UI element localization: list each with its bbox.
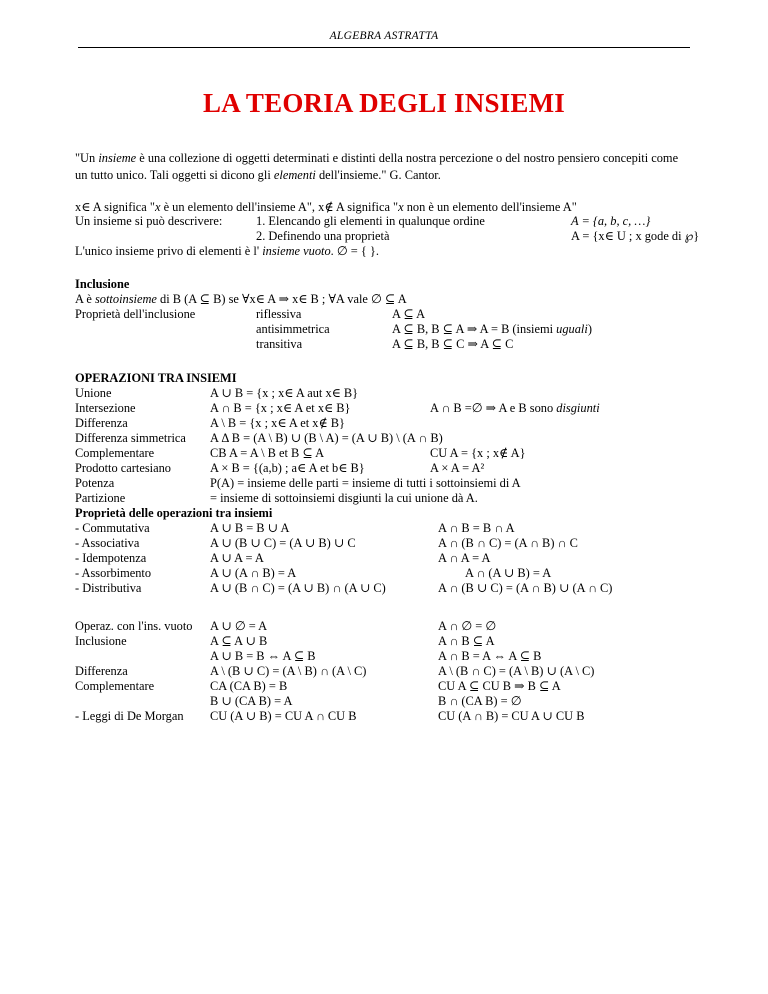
rule-label: Operaz. con l'ins. vuoto: [75, 619, 193, 633]
quote-text: è una collezione di oggetti determinati e distinti della nostra percezione o del nostro pensiero concepiti come un tutto unico. Tali oggetti si dicono gli: [75, 151, 679, 182]
property-union: A ∪ (A ∩ B) = A: [210, 566, 297, 580]
page-title: LA TEORIA DEGLI INSIEMI: [203, 88, 565, 118]
prop-formula: A ⊆ B, B ⊆ C ⇒ A ⊆ C: [392, 337, 514, 351]
property-intersection: A ∩ B = B ∩ A: [438, 521, 515, 535]
rule-right: A \ (B ∩ C) = (A \ B) ∪ (A \ C): [438, 664, 595, 678]
prop-formula: A ⊆ A: [392, 307, 426, 321]
property-intersection: A ∩ A = A: [438, 551, 491, 565]
rule-left: B ∪ (CA B) = A: [210, 694, 293, 708]
rule-label: Complementare: [75, 679, 155, 693]
operation-formula: P(A) = insieme delle parti = insieme di tutti i sottoinsiemi di A: [210, 476, 521, 490]
rule-left: CU (A ∪ B) = CU A ∩ CU B: [210, 709, 357, 723]
prop-name: riflessiva: [256, 307, 302, 321]
rule-right: A ∩ ∅ = ∅: [438, 619, 497, 633]
operation-formula: A × B = {(a,b) ; a∈ A et b∈ B}: [210, 461, 365, 475]
property-union: A ∪ A = A: [210, 551, 264, 565]
operation-label: Unione: [75, 386, 112, 400]
quote-text: "Un: [75, 151, 99, 165]
running-header: ALGEBRA ASTRATTA: [329, 30, 439, 42]
operation-label: Partizione: [75, 491, 126, 505]
membership-definition: x∈ A significa "x è un elemento dell'insieme A", x∉ A significa "x non è un elemento dell'insieme A": [75, 200, 577, 214]
operation-formula: = insieme di sottoinsiemi disgiunti la cui unione dà A.: [210, 491, 478, 505]
operation-label: Differenza simmetrica: [75, 431, 186, 445]
rule-left: A ⊆ A ∪ B: [210, 634, 268, 648]
section-heading-operazioni: OPERAZIONI TRA INSIEMI: [75, 371, 237, 385]
prop-name: transitiva: [256, 337, 303, 351]
rule-right: B ∩ (CA B) = ∅: [438, 694, 522, 708]
describe-example-2: A = {x∈ U ; x gode di ℘}: [571, 229, 700, 243]
rule-right: CU (A ∩ B) = CU A ∪ CU B: [438, 709, 585, 723]
quote-text: dell'insieme." G. Cantor.: [315, 168, 441, 182]
operation-formula: A \ B = {x ; x∈ A et x∉ B}: [210, 416, 345, 430]
property-label: - Commutativa: [75, 521, 150, 535]
property-union: A ∪ (B ∪ C) = (A ∪ B) ∪ C: [210, 536, 356, 550]
operation-formula: A Δ B = (A \ B) ∪ (B \ A) = (A ∪ B) \ (A ∩ B): [210, 431, 443, 445]
rule-label: - Leggi di De Morgan: [75, 709, 184, 723]
subset-definition: A è sottoinsieme di B (A ⊆ B) se ∀x∈ A ⇒ x∈ B ; ∀A vale ∅ ⊆ A: [75, 292, 407, 306]
property-union: A ∪ B = B ∪ A: [210, 521, 290, 535]
operation-formula: A ∪ B = {x ; x∈ A aut x∈ B}: [210, 386, 359, 400]
property-label: - Associativa: [75, 536, 140, 550]
describe-example-1: A = {a, b, c, …}: [571, 214, 651, 228]
operation-label: Prodotto cartesiano: [75, 461, 172, 475]
rule-left: A \ (B ∪ C) = (A \ B) ∩ (A \ C): [210, 664, 367, 678]
operation-formula: A ∩ B = {x ; x∈ A et x∈ B}: [210, 401, 351, 415]
quote-term-insieme: insieme: [98, 151, 137, 165]
property-intersection: A ∩ (B ∩ C) = (A ∩ B) ∩ C: [438, 536, 578, 550]
prop-formula: A ⊆ B, B ⊆ A ⇒ A = B (insiemi uguali): [392, 322, 592, 336]
rule-right: A ∩ B ⊆ A: [438, 634, 495, 648]
property-union: A ∪ (B ∩ C) = (A ∪ B) ∩ (A ∪ C): [210, 581, 386, 595]
property-intersection: A ∩ (B ∪ C) = (A ∩ B) ∪ (A ∩ C): [438, 581, 613, 595]
operation-note: A × A = A²: [430, 461, 485, 475]
property-label: - Assorbimento: [75, 566, 152, 580]
operation-label: Potenza: [75, 476, 115, 490]
rule-left: A ∪ ∅ = A: [210, 619, 268, 633]
prop-name: antisimmetrica: [256, 322, 330, 336]
operation-label: Intersezione: [75, 401, 136, 415]
rule-left: A ∪ B = B ⇔ A ⊆ B: [210, 649, 316, 663]
rule-left: CA (CA B) = B: [210, 679, 288, 693]
rule-right: CU A ⊆ CU B ⇒ B ⊆ A: [438, 679, 561, 693]
rule-label: Inclusione: [75, 634, 127, 648]
property-intersection: A ∩ (A ∪ B) = A: [465, 566, 552, 580]
section-heading-proprieta: Proprietà delle operazioni tra insiemi: [75, 506, 273, 520]
header-rule: [78, 47, 690, 48]
operation-label: Differenza: [75, 416, 128, 430]
describe-label: Un insieme si può descrivere:: [75, 214, 223, 228]
rule-label: Differenza: [75, 664, 128, 678]
inclusion-props-label: Proprietà dell'inclusione: [75, 307, 196, 321]
quote-term-elementi: elementi: [273, 168, 316, 182]
operation-formula: CB A = A \ B et B ⊆ A: [210, 446, 325, 460]
operation-label: Complementare: [75, 446, 155, 460]
property-label: - Distributiva: [75, 581, 142, 595]
describe-method-2: 2. Definendo una proprietà: [256, 229, 390, 243]
property-label: - Idempotenza: [75, 551, 147, 565]
cantor-quote: [75, 150, 690, 184]
operation-note: A ∩ B =∅ ⇒ A e B sono disgiunti: [430, 401, 600, 415]
rule-right: A ∩ B = A ⇔ A ⊆ B: [438, 649, 542, 663]
section-heading-inclusione: Inclusione: [75, 277, 130, 291]
operation-note: CU A = {x ; x∉ A}: [430, 446, 526, 460]
empty-set-definition: L'unico insieme privo di elementi è l' insieme vuoto. ∅ = { }.: [75, 244, 379, 258]
describe-method-1: 1. Elencando gli elementi in qualunque ordine: [256, 214, 485, 228]
